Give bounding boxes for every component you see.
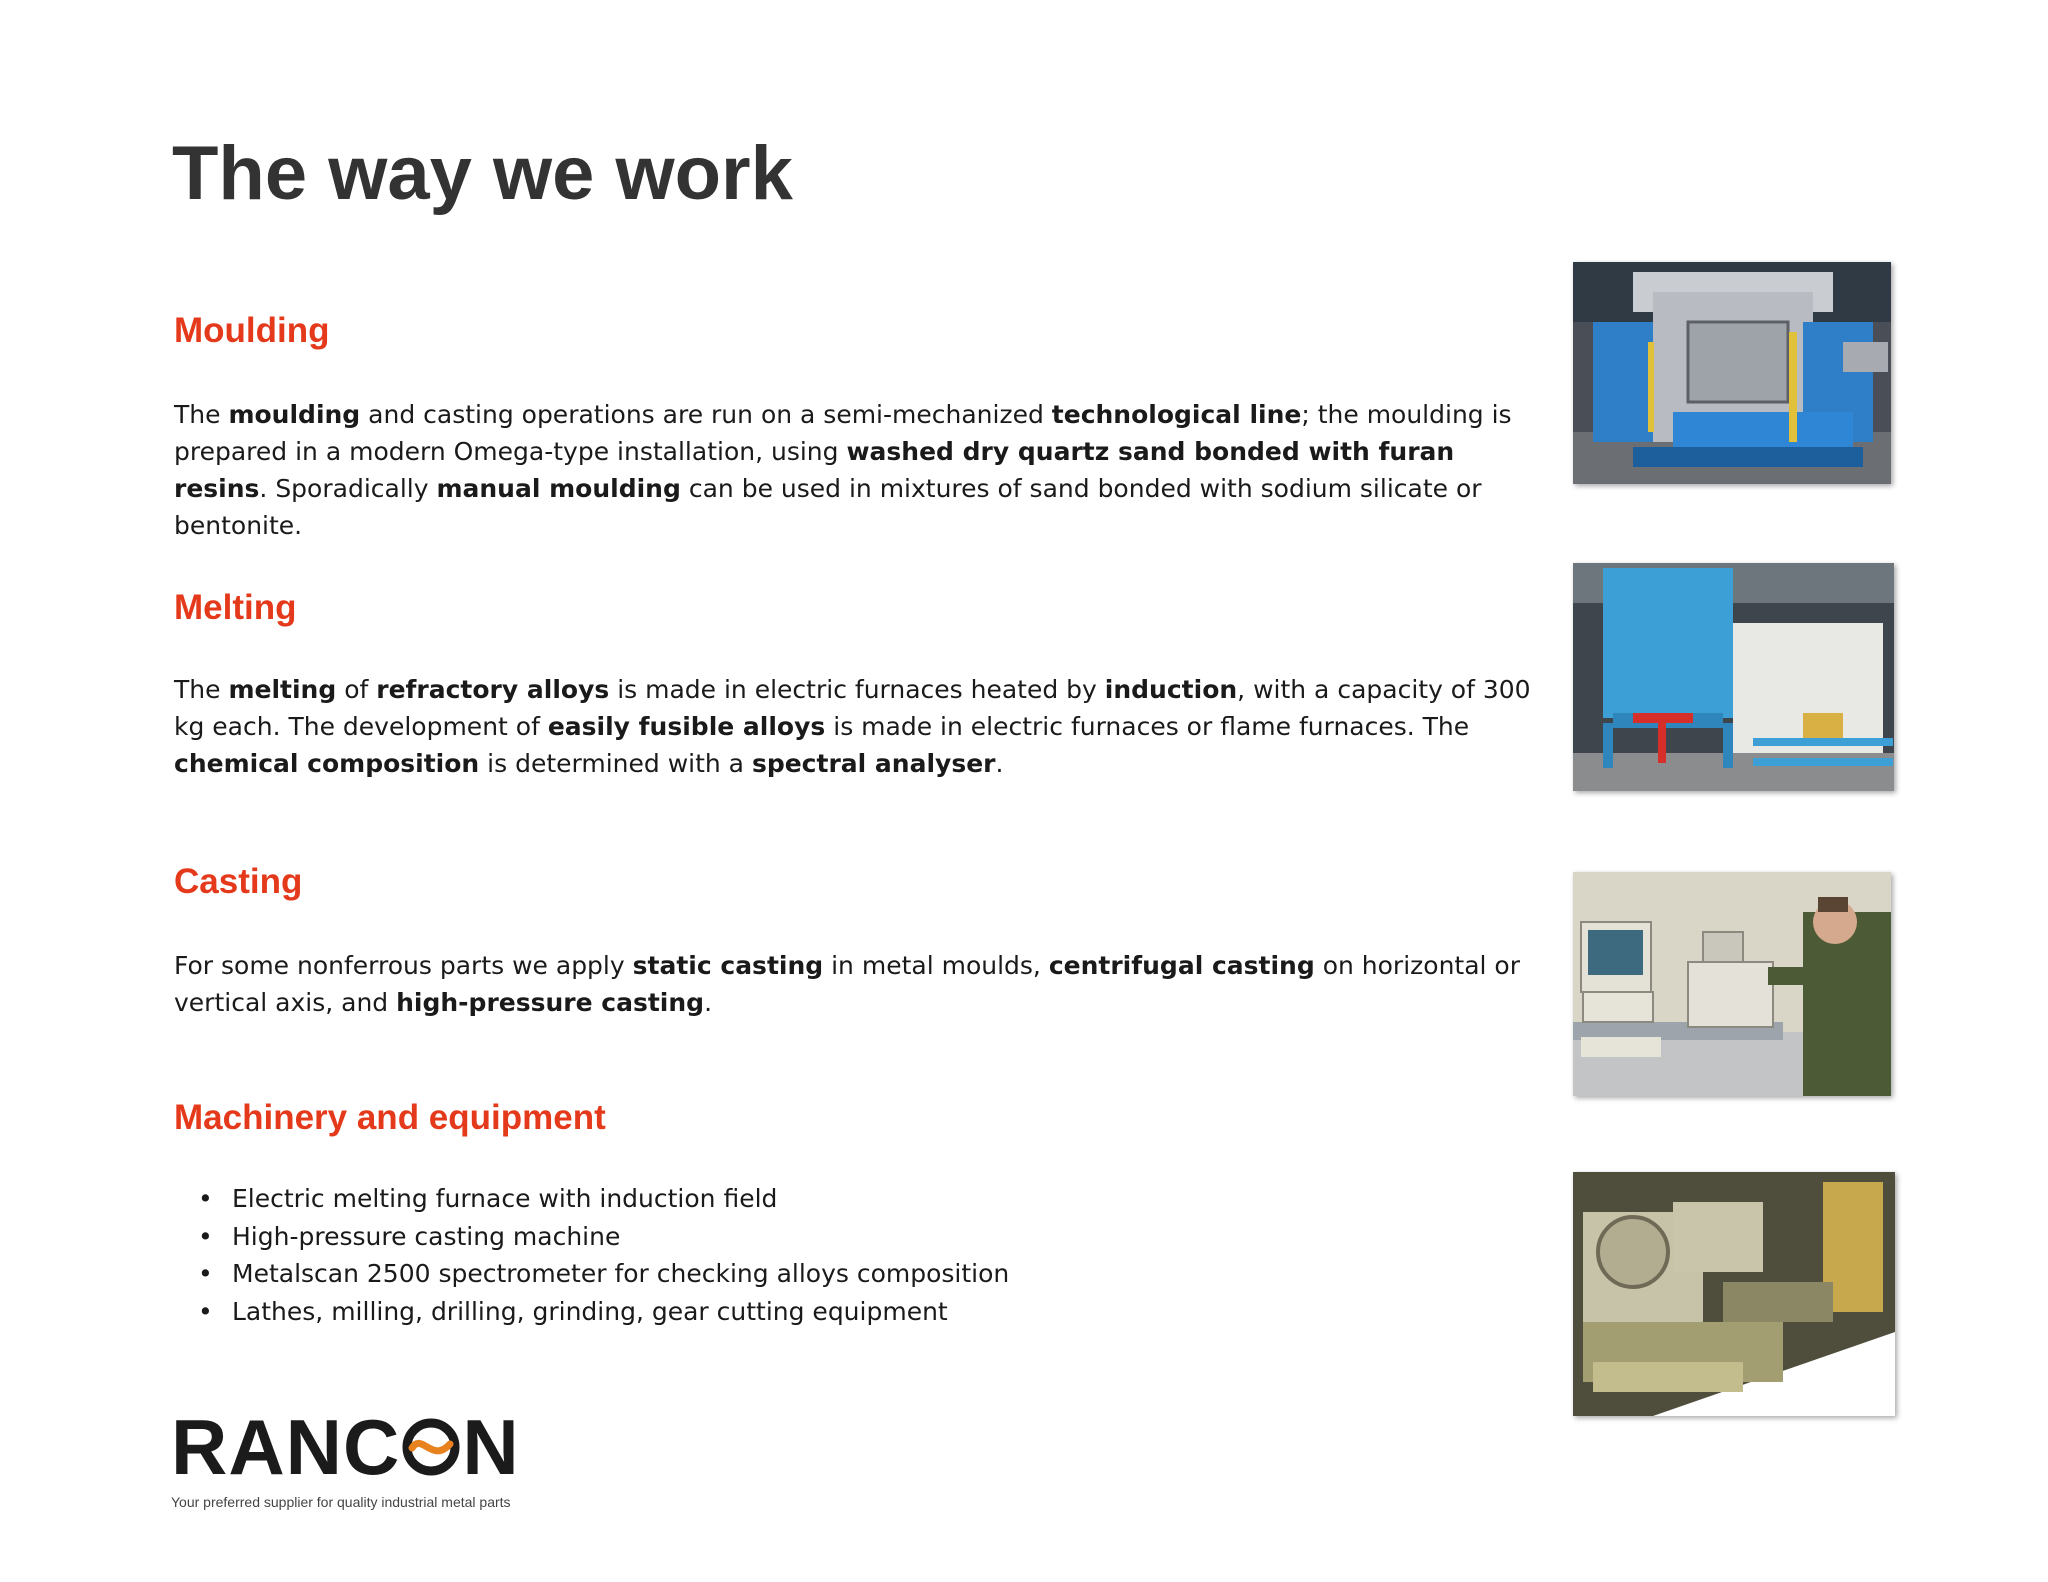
spectral-analyser-photo: [1573, 872, 1891, 1096]
melting-bold: spectral analyser: [751, 749, 996, 778]
moulding-photo-illustration: [1573, 262, 1891, 484]
melting-bold: chemical composition: [174, 749, 480, 778]
casting-paragraph: [174, 947, 1549, 1021]
moulding-heading: Moulding: [174, 311, 330, 350]
moulding-photo: [1573, 262, 1891, 484]
moulding-bold: technological line: [1051, 400, 1302, 429]
bullet-dot: •: [198, 1259, 213, 1288]
melting-heading: Melting: [174, 588, 297, 627]
bullet-dot: •: [198, 1184, 213, 1213]
logo-o-mark-icon: [400, 1414, 462, 1492]
melting-text: is made in electric furnaces or flame furnaces. The: [825, 712, 1470, 741]
bullet-dot: •: [198, 1221, 213, 1251]
list-item: [174, 1218, 1009, 1256]
melting-text: The: [174, 675, 229, 704]
machinery-heading: Machinery and equipment: [174, 1098, 606, 1137]
melting-text: , with a capacity of 300 kg each. The development of: [174, 675, 1531, 741]
moulding-text: can be used in mixtures of sand bonded with sodium silicate or bentonite.: [174, 474, 1482, 540]
moulding-bold: moulding: [228, 400, 361, 429]
casting-text: For some nonferrous parts we apply: [174, 951, 633, 980]
list-item-text: Lathes, milling, drilling, grinding, gear cutting equipment: [232, 1296, 948, 1326]
casting-bold: centrifugal casting: [1048, 951, 1315, 980]
melting-text: is determined with a: [479, 749, 752, 778]
list-item: [174, 1255, 1009, 1293]
list-item-text: Metalscan 2500 spectrometer for checking alloys composition: [232, 1259, 1010, 1288]
machinery-photo-illustration: [1573, 1172, 1895, 1416]
melting-bold: refractory alloys: [376, 675, 610, 704]
logo-word-right: N: [462, 1403, 520, 1491]
moulding-paragraph: [174, 396, 1549, 544]
moulding-bold: washed dry quartz sand bonded with furan resins: [174, 437, 1455, 503]
melting-text: .: [995, 749, 1004, 778]
logo-word-left: RANC: [171, 1403, 401, 1491]
machinery-list: [174, 1180, 1009, 1330]
melting-bold: melting: [228, 675, 337, 704]
logo-wordmark: [171, 1403, 551, 1492]
melting-paragraph: [174, 671, 1549, 782]
bullet-dot: •: [198, 1296, 213, 1326]
casting-bold: high-pressure casting: [396, 988, 705, 1017]
moulding-bold: manual moulding: [436, 474, 681, 503]
moulding-text: The: [174, 400, 229, 429]
list-item: [174, 1293, 1009, 1331]
melting-text: of: [336, 675, 377, 704]
list-item: [174, 1180, 1009, 1218]
casting-machine-photo: [1573, 1172, 1895, 1416]
melting-photo-illustration: [1573, 563, 1894, 791]
melting-bold: induction: [1104, 675, 1238, 704]
melting-bold: easily fusible alloys: [547, 712, 826, 741]
casting-text: on horizontal or vertical axis, and: [174, 951, 1520, 1017]
logo-tagline: Your preferred supplier for quality industrial metal parts: [171, 1494, 511, 1510]
melting-furnace-photo: [1573, 563, 1894, 791]
list-item-text: Electric melting furnace with induction field: [232, 1184, 778, 1213]
rancon-logo: [171, 1403, 551, 1510]
casting-heading: Casting: [174, 862, 303, 901]
moulding-text: ; the moulding is prepared in a modern Omega-type installation, using: [174, 400, 1512, 466]
moulding-text: and casting operations are run on a semi-mechanized: [360, 400, 1052, 429]
page-title: The way we work: [172, 131, 793, 216]
casting-text: .: [704, 988, 713, 1017]
moulding-text: . Sporadically: [259, 474, 437, 503]
casting-text: in metal moulds,: [823, 951, 1049, 980]
casting-photo-illustration: [1573, 872, 1891, 1096]
list-item-text: High-pressure casting machine: [232, 1221, 621, 1251]
melting-text: is made in electric furnaces heated by: [609, 675, 1105, 704]
casting-bold: static casting: [632, 951, 824, 980]
